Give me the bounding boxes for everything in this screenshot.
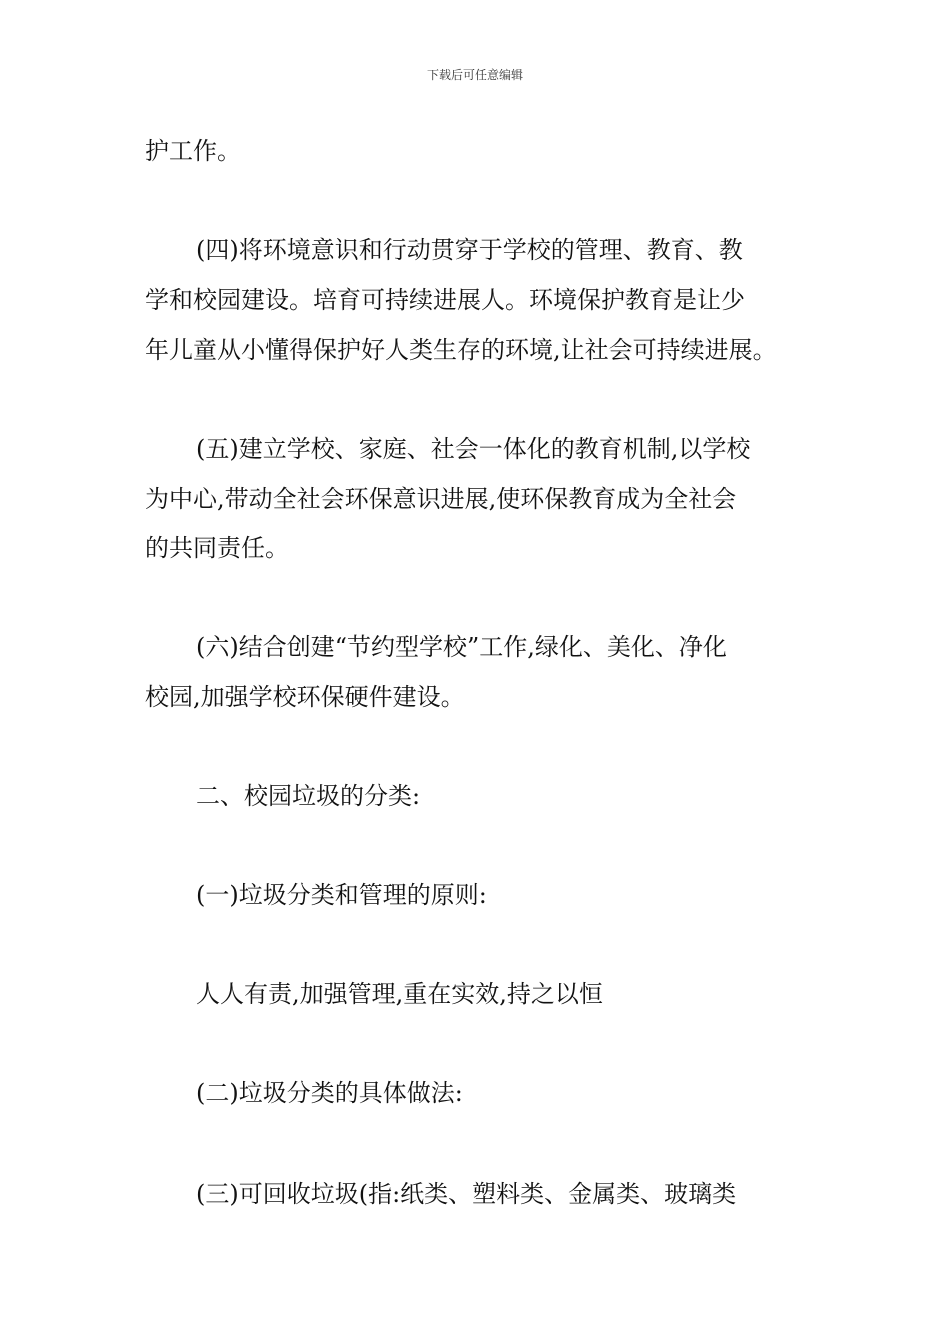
paragraph-line: (四)将环境意识和行动贯穿于学校的管理、教育、教 [196, 236, 743, 264]
paragraph-line: (五)建立学校、家庭、社会一体化的教育机制,以学校 [196, 435, 751, 463]
paragraph-line: 学和校园建设。培育可持续进展人。环境保护教育是让少 [145, 286, 745, 314]
page-header: 下载后可任意编辑 [426, 68, 523, 82]
paragraph-line: 护工作。 [145, 137, 241, 165]
paragraph-line: 年儿童从小懂得保护好人类生存的环境,让社会可持续进展。 [145, 336, 777, 364]
paragraph-line: 人人有责,加强管理,重在实效,持之以恒 [196, 980, 603, 1008]
subsection-heading: (三)可回收垃圾(指:纸类、塑料类、金属类、玻璃类 [196, 1180, 737, 1208]
paragraph-line: 为中心,带动全社会环保意识进展,使环保教育成为全社会 [145, 485, 737, 513]
paragraph-line: 校园,加强学校环保硬件建设。 [145, 683, 465, 711]
subsection-heading: (一)垃圾分类和管理的原则: [196, 881, 487, 909]
paragraph-line: 的共同责任。 [145, 534, 289, 562]
section-heading: 二、校园垃圾的分类: [196, 782, 421, 810]
paragraph-line: (六)结合创建“节约型学校”工作,绿化、美化、净化 [196, 633, 727, 661]
subsection-heading: (二)垃圾分类的具体做法: [196, 1079, 463, 1107]
